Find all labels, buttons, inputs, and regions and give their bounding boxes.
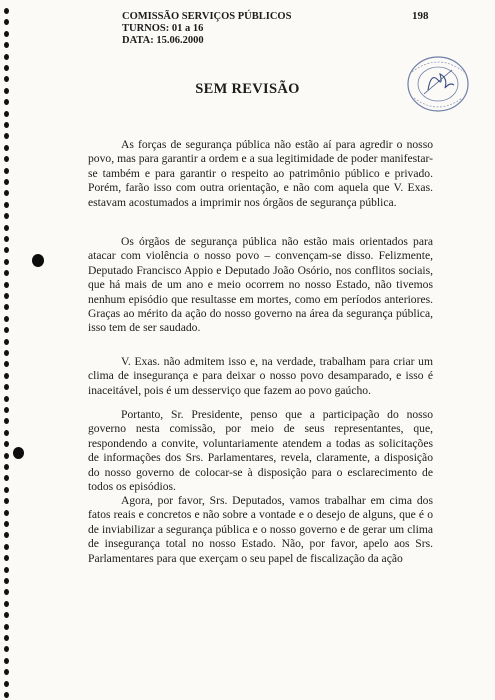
binding-hole [4, 99, 9, 105]
binding-hole [4, 384, 9, 390]
binding-hole [4, 111, 9, 117]
binding-hole [4, 350, 9, 356]
binding-hole [4, 361, 9, 367]
binding-hole [4, 293, 9, 299]
binding-hole [4, 567, 9, 573]
paragraph-2: Os órgãos de segurança pública não estão mais orientados para atacar com violência o nosso povo – convençam-se disso. Felizmente, Deputado Francisco Appio e Deputado João Osório, nos conflitos sociais, que há mais de um ano e meio ocorrem no nosso Estado, não tivemos nenhum episódio que resultasse em mortes, como em períodos anteriores. Graças ao mérito da ação do nosso governo na área da segurança pública, isso tem de ser saudado. [88, 235, 433, 335]
binding-hole [4, 624, 9, 630]
page-title: SEM REVISÃO [195, 81, 300, 97]
binding-hole [4, 555, 9, 561]
binding-hole [4, 589, 9, 595]
binding-hole [4, 544, 9, 550]
binding-hole [4, 692, 9, 698]
header-turns: TURNOS: 01 a 16 [122, 23, 204, 34]
binding-hole [4, 19, 9, 25]
binding-hole [4, 635, 9, 641]
binding-hole [4, 282, 9, 288]
binding-hole [4, 510, 9, 516]
binding-hole [4, 487, 9, 493]
binding-hole [4, 646, 9, 652]
punch-hole-bottom [13, 447, 24, 459]
binding-hole [4, 190, 9, 196]
binding-hole [4, 430, 9, 436]
punch-hole-top [32, 254, 44, 267]
binding-hole [4, 373, 9, 379]
paragraph-4: Portanto, Sr. Presidente, penso que a participação do nosso governo nesta comissão, por meio de seus representantes, que, respondendo a convite, voluntariamente atendem a todas as solicitações de informações dos Srs. Parlamentares, revela, claramente, a disposição do nosso governo de colocar-se à disposição para o esclarecimento de todos os episódios. [88, 408, 433, 494]
binding-hole [4, 270, 9, 276]
binding-hole [4, 179, 9, 185]
binding-hole [4, 407, 9, 413]
binding-hole [4, 441, 9, 447]
header-date: DATA: 15.06.2000 [122, 35, 204, 46]
binding-hole [4, 225, 9, 231]
binding-hole [4, 681, 9, 687]
paragraph-3: V. Exas. não admitem isso e, na verdade, trabalham para criar um clima de insegurança e para deixar o nosso povo desamparado, e isso é inaceitável, pois é um desserviço que fazem ao povo gaúcho. [88, 355, 433, 397]
binding-hole [4, 304, 9, 310]
binding-hole [4, 453, 9, 459]
document-header [122, 11, 291, 47]
binding-hole [4, 213, 9, 219]
binding-hole [4, 532, 9, 538]
binding-hole [4, 8, 9, 14]
binding-hole [4, 145, 9, 151]
binding-hole [4, 236, 9, 242]
header-commission: COMISSÃO SERVIÇOS PÚBLICOS [122, 11, 292, 22]
binding-hole [4, 521, 9, 527]
paragraph-1: As forças de segurança pública não estão aí para agredir o nosso povo, mas para garantir a ordem e a sua legitimidade de poder manifestar-se também e para garantir o respeito ao patrimônio público e privado. Porém, farão isso com outra orientação, e não com aquela que V. Exas. estavam acostumados a imprimir nos órgãos de segurança pública. [88, 138, 433, 209]
binding-hole [4, 578, 9, 584]
binding-hole [4, 65, 9, 71]
binding-hole [4, 396, 9, 402]
binding-hole [4, 601, 9, 607]
binding-hole [4, 316, 9, 322]
paragraph-5: Agora, por favor, Srs. Deputados, vamos trabalhar em cima dos fatos reais e concretos e não sobre a vontade e o desejo de alguns, que é o de inviabilizar a segurança pública e o nosso governo e de gerar um clima de insegurança total no nosso Estado. Não, por favor, apelo aos Srs. Parlamentares para que exerçam o seu papel de fiscalização da ação [88, 494, 433, 565]
binding-hole [4, 202, 9, 208]
binding-hole [4, 418, 9, 424]
page-number: 198 [412, 10, 429, 22]
binding-hole [4, 168, 9, 174]
binding-hole [4, 658, 9, 664]
binding-hole [4, 54, 9, 60]
binding-hole [4, 464, 9, 470]
binding-hole [4, 133, 9, 139]
binding-hole-strip [0, 0, 12, 700]
binding-hole [4, 42, 9, 48]
binding-hole [4, 475, 9, 481]
binding-hole [4, 327, 9, 333]
binding-hole [4, 498, 9, 504]
binding-hole [4, 122, 9, 128]
binding-hole [4, 156, 9, 162]
binding-hole [4, 669, 9, 675]
binding-hole [4, 339, 9, 345]
binding-hole [4, 31, 9, 37]
binding-hole [4, 259, 9, 265]
binding-hole [4, 612, 9, 618]
binding-hole [4, 247, 9, 253]
